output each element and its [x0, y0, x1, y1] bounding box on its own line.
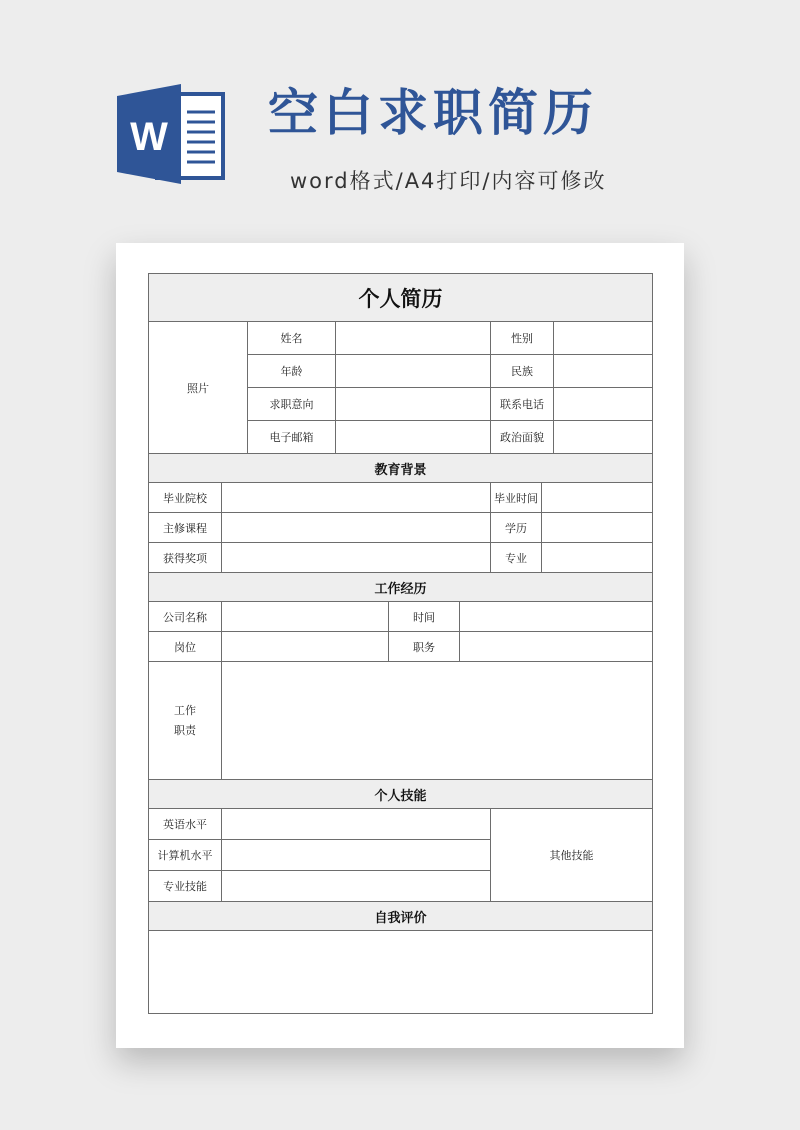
field-other-skills[interactable]: 其他技能 [491, 809, 653, 902]
word-icon-letter: W [130, 115, 168, 159]
page-header [0, 0, 800, 230]
field-position[interactable] [222, 632, 389, 662]
field-phone[interactable] [554, 388, 653, 421]
label-political: 政治面貌 [491, 421, 554, 454]
section-work-heading: 工作经历 [149, 573, 653, 602]
label-name: 姓名 [248, 322, 336, 355]
section-evaluation-heading: 自我评价 [149, 902, 653, 931]
label-degree: 学历 [491, 513, 542, 543]
field-ethnicity[interactable] [554, 355, 653, 388]
table-row [149, 513, 653, 543]
field-english[interactable] [222, 809, 491, 840]
label-courses: 主修课程 [149, 513, 222, 543]
field-school[interactable] [222, 483, 491, 513]
label-phone: 联系电话 [491, 388, 554, 421]
table-row [149, 543, 653, 573]
table-row [149, 632, 653, 662]
resume-paper [116, 243, 684, 1048]
label-duties-line1: 工作 [174, 703, 196, 717]
field-duties[interactable] [222, 662, 653, 780]
table-row [149, 602, 653, 632]
label-major: 专业 [491, 543, 542, 573]
label-school: 毕业院校 [149, 483, 222, 513]
field-email[interactable] [336, 421, 491, 454]
section-skills-heading: 个人技能 [149, 780, 653, 809]
resume-table [148, 273, 653, 1014]
label-duties-line2: 职责 [174, 723, 196, 737]
label-job-intent: 求职意向 [248, 388, 336, 421]
label-professional: 专业技能 [149, 871, 222, 902]
label-grad-time: 毕业时间 [491, 483, 542, 513]
label-email: 电子邮箱 [248, 421, 336, 454]
field-evaluation[interactable] [149, 931, 653, 1014]
label-position: 岗位 [149, 632, 222, 662]
label-time: 时间 [389, 602, 460, 632]
field-time[interactable] [460, 602, 653, 632]
table-row [149, 322, 653, 355]
word-icon [117, 84, 229, 184]
label-awards: 获得奖项 [149, 543, 222, 573]
field-professional[interactable] [222, 871, 491, 902]
table-row [149, 662, 653, 780]
label-ethnicity: 民族 [491, 355, 554, 388]
table-row [149, 809, 653, 840]
page-subtitle: word格式/A4打印/内容可修改 [290, 169, 607, 193]
table-row [149, 931, 653, 1014]
section-education-heading: 教育背景 [149, 454, 653, 483]
field-grad-time[interactable] [542, 483, 653, 513]
resume-title: 个人简历 [149, 274, 653, 322]
label-age: 年龄 [248, 355, 336, 388]
field-duty-title[interactable] [460, 632, 653, 662]
field-company[interactable] [222, 602, 389, 632]
field-name[interactable] [336, 322, 491, 355]
label-computer: 计算机水平 [149, 840, 222, 871]
field-major[interactable] [542, 543, 653, 573]
label-gender: 性别 [491, 322, 554, 355]
label-company: 公司名称 [149, 602, 222, 632]
label-duty-title: 职务 [389, 632, 460, 662]
field-age[interactable] [336, 355, 491, 388]
label-duties [149, 662, 222, 780]
photo-cell[interactable]: 照片 [149, 322, 248, 454]
field-job-intent[interactable] [336, 388, 491, 421]
page-title: 空白求职简历 [268, 84, 598, 142]
field-courses[interactable] [222, 513, 491, 543]
field-awards[interactable] [222, 543, 491, 573]
table-row [149, 483, 653, 513]
label-english: 英语水平 [149, 809, 222, 840]
field-degree[interactable] [542, 513, 653, 543]
field-computer[interactable] [222, 840, 491, 871]
field-gender[interactable] [554, 322, 653, 355]
field-political[interactable] [554, 421, 653, 454]
